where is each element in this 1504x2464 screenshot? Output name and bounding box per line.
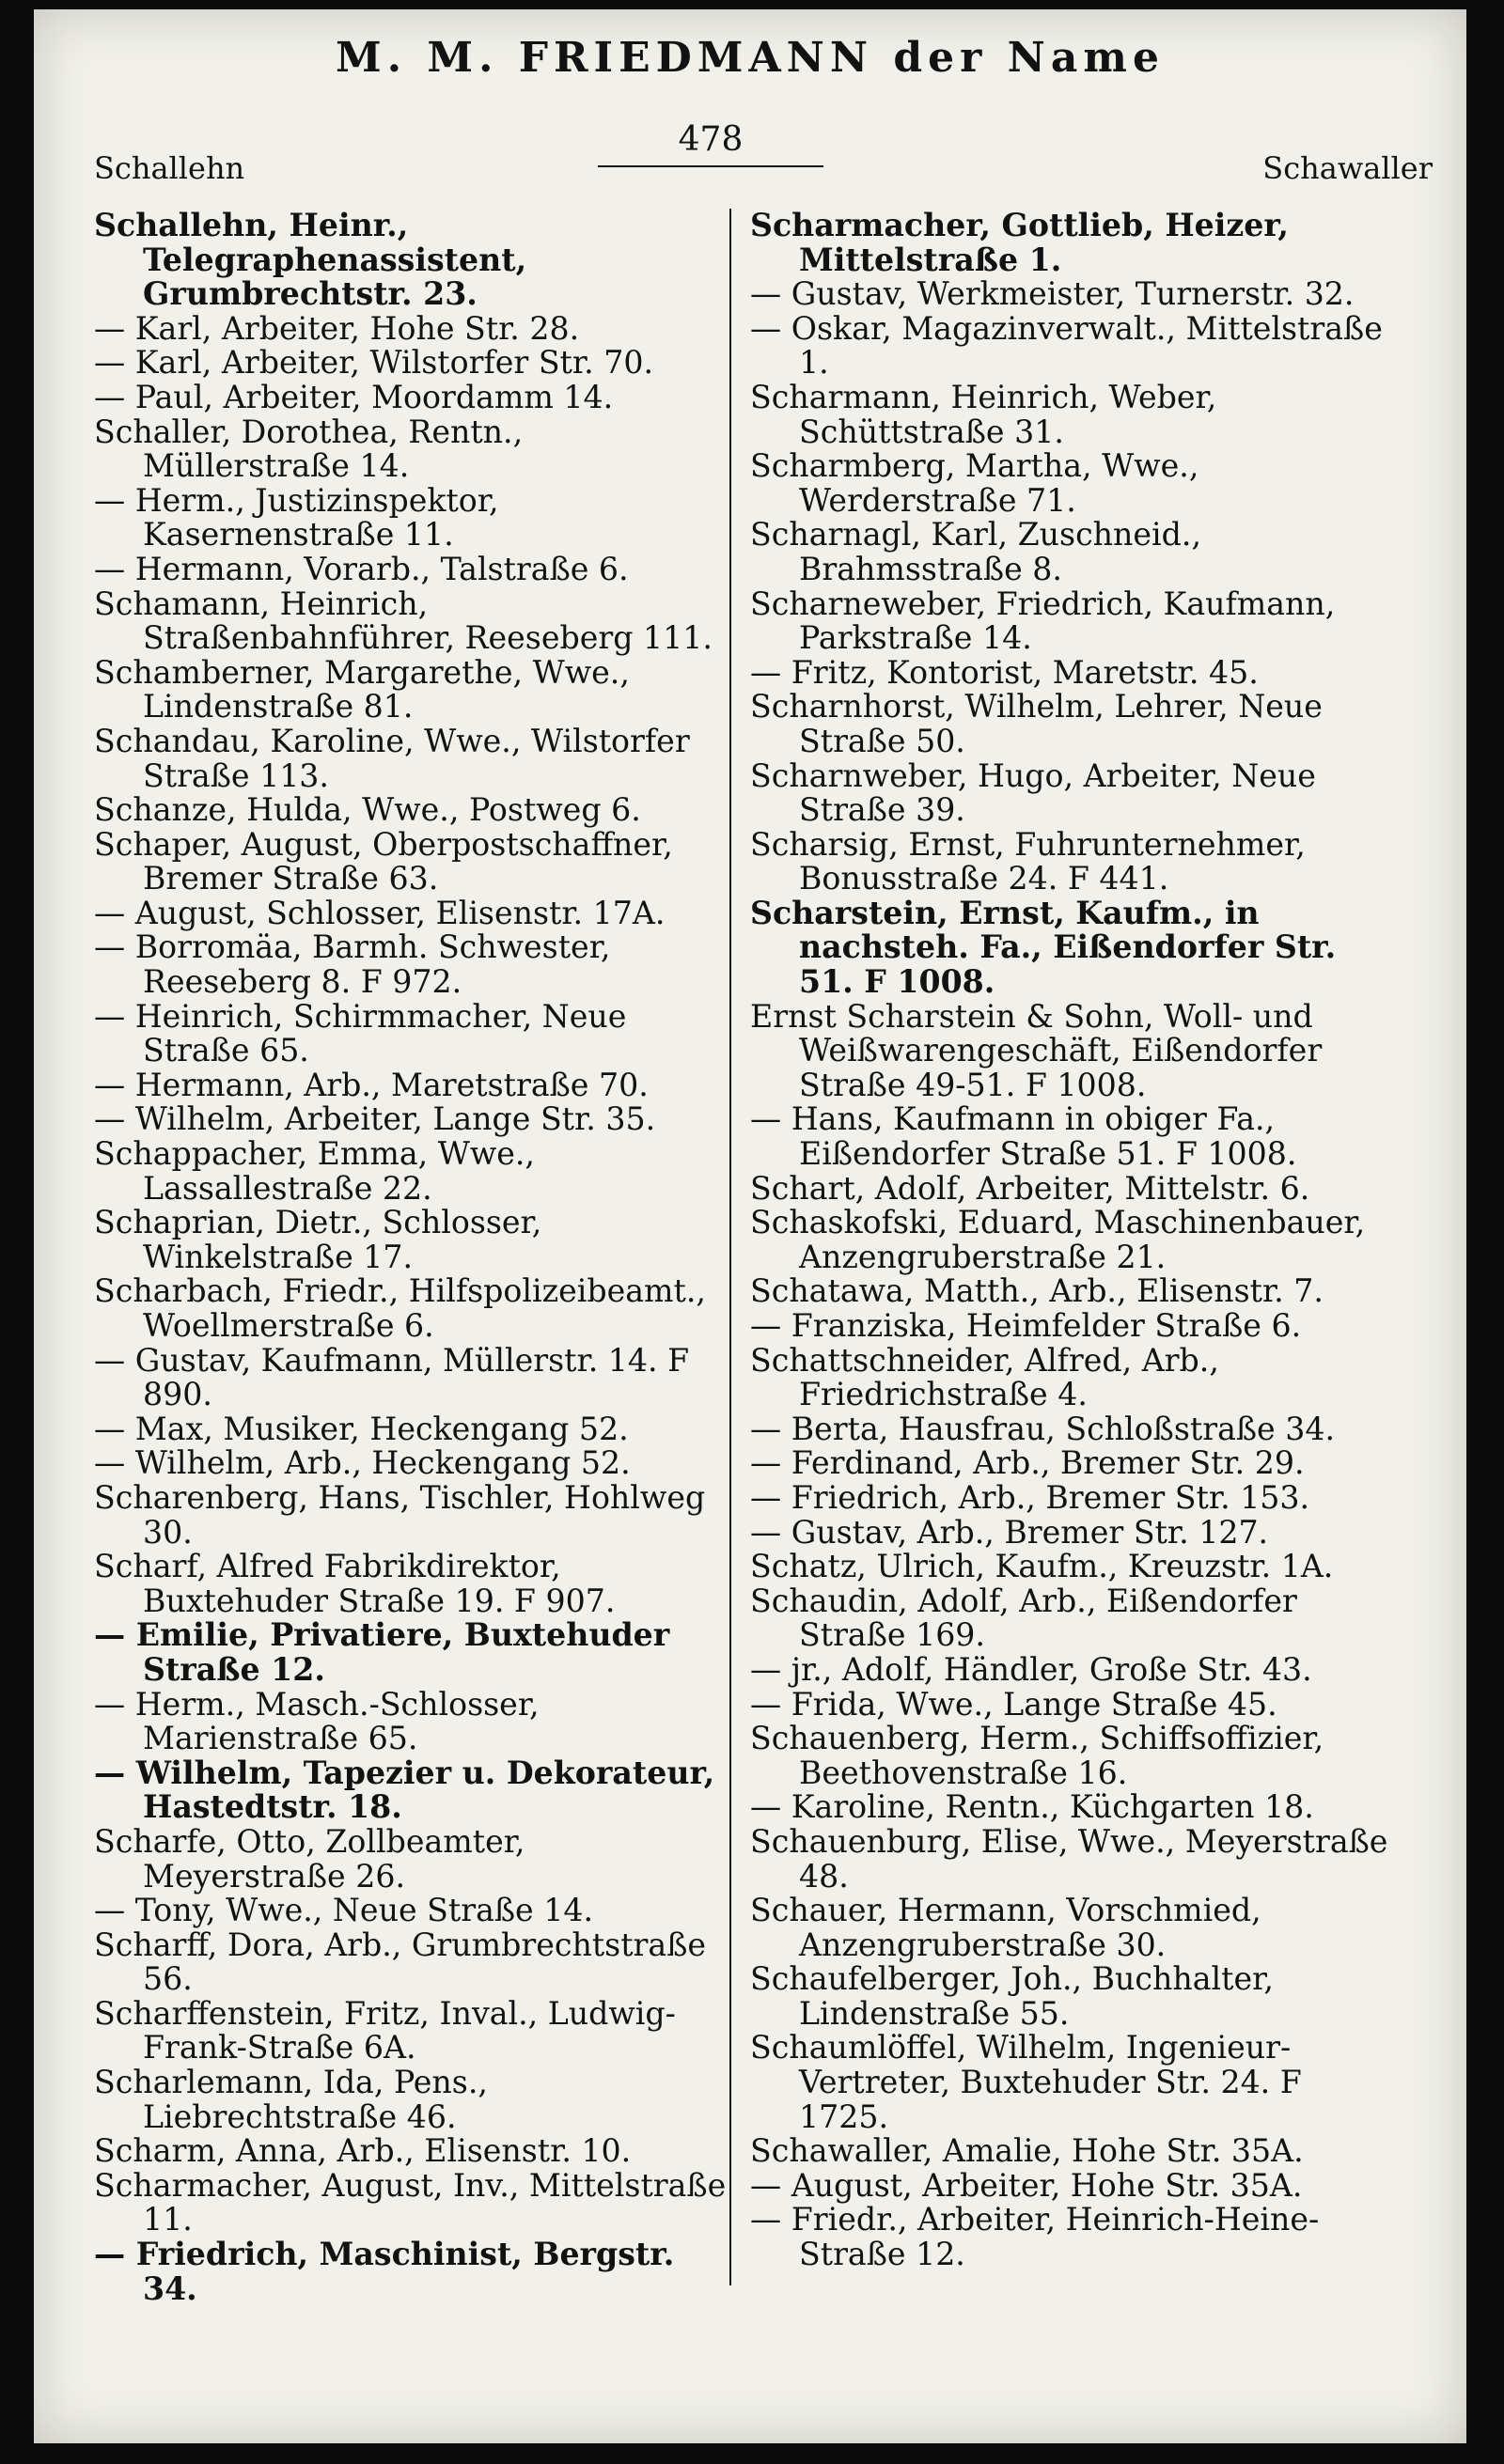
directory-entry: Schattschneider, Alfred, Arb., Friedrichstraße 4. bbox=[750, 1341, 1219, 1413]
directory-entry: Schawaller, Amalie, Hohe Str. 35A. bbox=[750, 2132, 1304, 2170]
directory-entry: Scharnweber, Hugo, Arbeiter, Neue Straße 39. bbox=[750, 756, 1316, 829]
directory-entry: Scharnhorst, Wilhelm, Lehrer, Neue Straße 50. bbox=[750, 688, 1323, 759]
directory-entry: — Berta, Hausfrau, Schloßstraße 34. bbox=[750, 1410, 1336, 1447]
directory-entry: — jr., Adolf, Händler, Große Str. 43. bbox=[750, 1650, 1312, 1688]
directory-entry: Schallehn, Heinr., Telegraphenassistent, Grumbrechtstr. 23. bbox=[94, 207, 527, 313]
directory-entry: Scharfe, Otto, Zollbeamter, Meyerstraße 26. bbox=[94, 1822, 525, 1895]
directory-entry: — Wilhelm, Arb., Heckengang 52. bbox=[94, 1444, 631, 1482]
directory-entry: — August, Schlosser, Elisenstr. 17A. bbox=[94, 894, 666, 931]
directory-entry: — Ferdinand, Arb., Bremer Str. 29. bbox=[750, 1444, 1305, 1482]
directory-entry: Scharnagl, Karl, Zuschneid., Brahmsstraße 8. bbox=[750, 516, 1202, 587]
directory-entry: — Herm., Masch.-Schlosser, Marienstraße 65. bbox=[94, 1685, 540, 1757]
directory-entry: Scharenberg, Hans, Tischler, Hohlweg 30. bbox=[94, 1478, 706, 1551]
directory-entry: Ernst Scharstein & Sohn, Woll- und Weißwarengeschäft, Eißendorfer Straße 49-51. F 1008. bbox=[750, 997, 1323, 1103]
directory-entry: Schaller, Dorothea, Rentn., Müllerstraße 14. bbox=[94, 413, 524, 485]
directory-entry: — Karl, Arbeiter, Hohe Str. 28. bbox=[94, 309, 580, 347]
directory-entry: — August, Arbeiter, Hohe Str. 35A. bbox=[750, 2166, 1303, 2204]
directory-entry: Schatawa, Matth., Arb., Elisenstr. 7. bbox=[750, 1272, 1324, 1310]
directory-entry: Scharbach, Friedr., Hilfspolizeibeamt., Woellmerstraße 6. bbox=[94, 1272, 706, 1344]
directory-entry: — Paul, Arbeiter, Moordamm 14. bbox=[94, 378, 614, 415]
directory-entry: — Max, Musiker, Heckengang 52. bbox=[94, 1410, 629, 1447]
directory-entry: Scharsig, Ernst, Fuhrunternehmer, Bonusstraße 24. F 441. bbox=[750, 825, 1306, 897]
directory-entry: Schauenburg, Elise, Wwe., Meyerstraße 48. bbox=[750, 1822, 1388, 1895]
directory-entry: Schandau, Karoline, Wwe., Wilstorfer Straße 113. bbox=[94, 722, 690, 794]
directory-entry: Schamann, Heinrich, Straßenbahnführer, Reeseberg 111. bbox=[94, 585, 713, 657]
directory-entry: — Frida, Wwe., Lange Straße 45. bbox=[750, 1685, 1277, 1723]
guide-word-right: Schawaller bbox=[1262, 150, 1433, 186]
directory-entry: Schauenberg, Herm., Schiffsoffizier, Beethovenstraße 16. bbox=[750, 1720, 1324, 1791]
directory-entry: — Hermann, Arb., Maretstraße 70. bbox=[94, 1066, 649, 1103]
directory-entry: Schaskofski, Eduard, Maschinenbauer, Anzengruberstraße 21. bbox=[750, 1204, 1366, 1275]
directory-entry: — Karl, Arbeiter, Wilstorfer Str. 70. bbox=[94, 344, 653, 382]
column-divider bbox=[729, 209, 731, 2285]
directory-entry: Schaprian, Dietr., Schlosser, Winkelstraße 17. bbox=[94, 1204, 542, 1275]
directory-entry: Scharffenstein, Fritz, Inval., Ludwig-Frank-Straße 6A. bbox=[94, 1994, 676, 2066]
directory-entry: Scharmberg, Martha, Wwe., Werderstraße 71. bbox=[750, 447, 1199, 519]
page-number: 478 bbox=[678, 120, 744, 159]
directory-entry: Scharlemann, Ida, Pens., Liebrechtstraße 46. bbox=[94, 2064, 488, 2135]
directory-entry: — Tony, Wwe., Neue Straße 14. bbox=[94, 1892, 593, 1929]
directory-entry: — Wilhelm, Arbeiter, Lange Str. 35. bbox=[94, 1100, 656, 1138]
left-column bbox=[94, 209, 733, 2306]
directory-entry: — Hermann, Vorarb., Talstraße 6. bbox=[94, 550, 629, 587]
directory-entry: — Gustav, Arb., Bremer Str. 127. bbox=[750, 1513, 1269, 1551]
page-number-rule bbox=[598, 165, 823, 167]
directory-entry: Schaper, August, Oberpostschaffner, Bremer Straße 63. bbox=[94, 825, 673, 897]
directory-entry: — Fritz, Kontorist, Maretstr. 45. bbox=[750, 653, 1259, 691]
directory-entry: — Gustav, Werkmeister, Turnerstr. 32. bbox=[750, 275, 1355, 313]
guide-word-left: Schallehn bbox=[94, 150, 245, 186]
directory-entry: Scharff, Dora, Arb., Grumbrechtstraße 56. bbox=[94, 1926, 706, 1998]
directory-entry: — Franziska, Heimfelder Straße 6. bbox=[750, 1307, 1302, 1344]
directory-entry: Schart, Adolf, Arbeiter, Mittelstr. 6. bbox=[750, 1169, 1310, 1207]
directory-entry: Schaumlöffel, Wilhelm, Ingenieur-Vertreter, Buxtehuder Str. 24. F 1725. bbox=[750, 2029, 1302, 2135]
directory-entry: Schatz, Ulrich, Kaufm., Kreuzstr. 1A. bbox=[750, 1548, 1334, 1585]
directory-entry: — Borromäa, Barmh. Schwester, Reeseberg 8. F 972. bbox=[94, 928, 611, 1001]
directory-entry: Scharf, Alfred Fabrikdirektor, Buxtehuder Straße 19. F 907. bbox=[94, 1548, 616, 1619]
directory-entry: Scharstein, Ernst, Kaufm., in nachsteh. Fa., Eißendorfer Str. 51. F 1008. bbox=[750, 894, 1337, 1001]
right-column bbox=[750, 209, 1389, 2272]
directory-entry: — Emilie, Privatiere, Buxtehuder Straße 12. bbox=[94, 1616, 670, 1688]
directory-entry: — Heinrich, Schirmmacher, Neue Straße 65. bbox=[94, 997, 627, 1069]
directory-entry: — Friedrich, Maschinist, Bergstr. 34. bbox=[94, 2236, 675, 2307]
directory-entry: — Friedrich, Arb., Bremer Str. 153. bbox=[750, 1478, 1310, 1516]
page-banner: M. M. FRIEDMANN der Name bbox=[336, 34, 1165, 82]
directory-entry: Scharmacher, Gottlieb, Heizer, Mittelstraße 1. bbox=[750, 207, 1289, 278]
directory-entry: — Wilhelm, Tapezier u. Dekorateur, Hastedtstr. 18. bbox=[94, 1754, 715, 1826]
directory-entry: Scharneweber, Friedrich, Kaufmann, Parkstraße 14. bbox=[750, 585, 1336, 657]
directory-entry: Scharmann, Heinrich, Weber, Schüttstraße 31. bbox=[750, 378, 1217, 450]
directory-entry: Schaufelberger, Joh., Buchhalter, Lindenstraße 55. bbox=[750, 1960, 1274, 2032]
directory-entry: — Karoline, Rentn., Küchgarten 18. bbox=[750, 1788, 1314, 1826]
directory-entry: Scharmacher, August, Inv., Mittelstraße 11. bbox=[94, 2166, 727, 2238]
directory-entry: — Herm., Justizinspektor, Kasernenstraße 11. bbox=[94, 481, 499, 554]
directory-entry: Schamberner, Margarethe, Wwe., Lindenstraße 81. bbox=[94, 653, 630, 725]
directory-entry: Schappacher, Emma, Wwe., Lassallestraße 22. bbox=[94, 1135, 535, 1207]
directory-page bbox=[34, 9, 1466, 2443]
directory-entry: — Gustav, Kaufmann, Müllerstr. 14. F 890. bbox=[94, 1341, 690, 1413]
directory-entry: Schauer, Hermann, Vorschmied, Anzengruberstraße 30. bbox=[750, 1892, 1261, 1963]
directory-entry: Scharm, Anna, Arb., Elisenstr. 10. bbox=[94, 2132, 632, 2170]
directory-entry: — Hans, Kaufmann in obiger Fa., Eißendorfer Straße 51. F 1008. bbox=[750, 1100, 1297, 1173]
directory-entry: Schanze, Hulda, Wwe., Postweg 6. bbox=[94, 791, 641, 829]
directory-entry: — Friedr., Arbeiter, Heinrich-Heine-Straße 12. bbox=[750, 2201, 1320, 2273]
directory-entry: — Oskar, Magazinverwalt., Mittelstraße 1. bbox=[750, 309, 1383, 382]
directory-entry: Schaudin, Adolf, Arb., Eißendorfer Straße 169. bbox=[750, 1582, 1297, 1654]
